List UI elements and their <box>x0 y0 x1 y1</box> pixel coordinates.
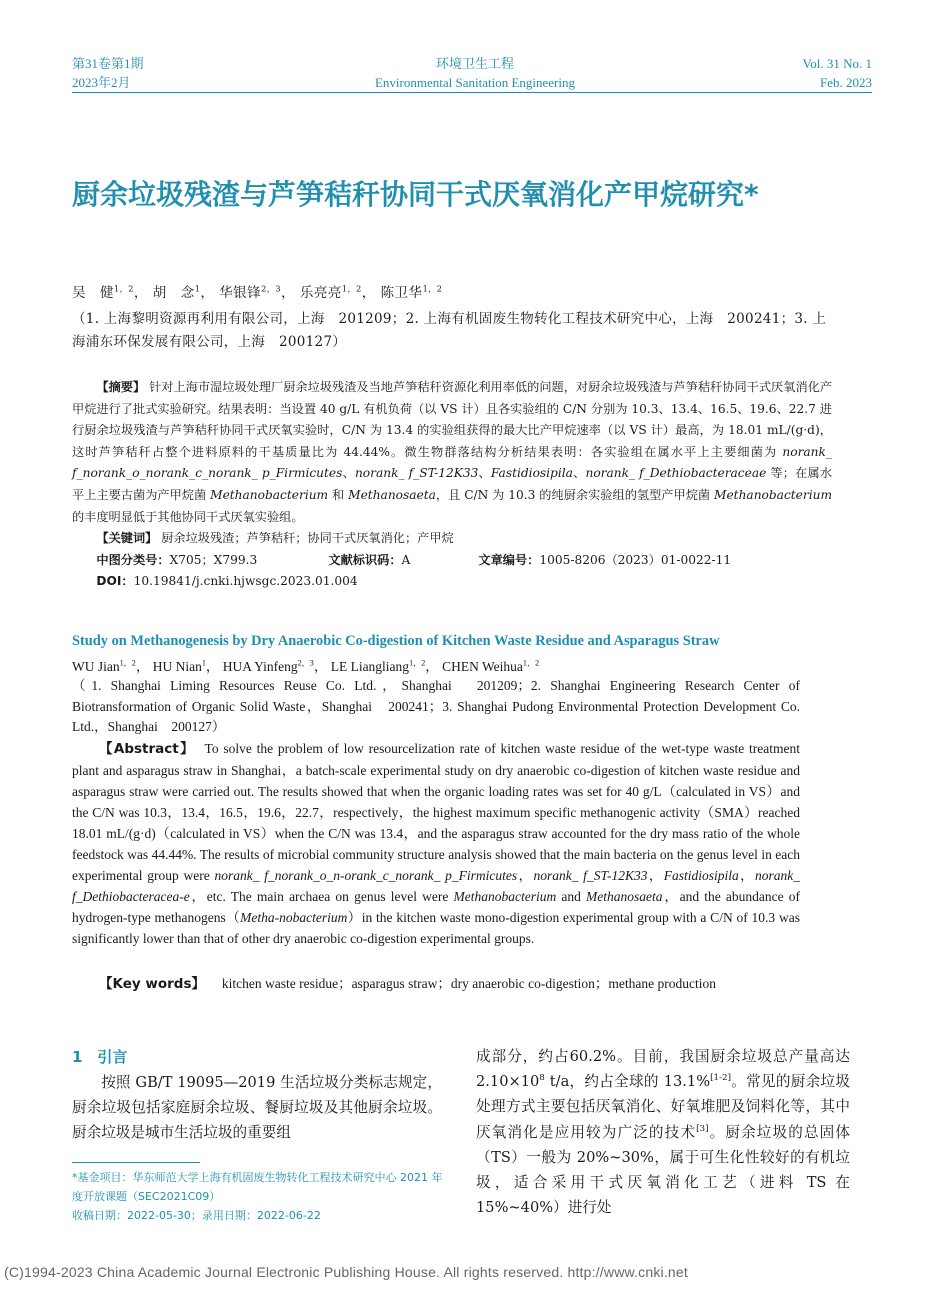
abstract-en-text: ， <box>517 868 534 883</box>
affiliation-en: （1. Shanghai Liming Resources Reuse Co. Ltd.，Shanghai 201209；2. Shanghai Engineering Research Center of Biotransformation of Organic Solid Waste，Shanghai 200241；3. Shanghai Pudong Environmental Protection Development Co. Ltd.，Shanghai 200127） <box>72 678 800 734</box>
journal-name-en: Environmental Sanitation Engineering <box>374 75 575 90</box>
affiliation-cn: （1. 上海黎明资源再利用有限公司，上海 201209；2. 上海有机固废生物转化工程技术研究中心，上海 200241；3. 上海浦东环保发展有限公司，上海 200127） <box>72 311 827 350</box>
author-sup: 1 <box>201 658 206 668</box>
issue-volume-en: Vol. 31 No. 1 <box>802 56 872 71</box>
authors-cn: 吴 健$^{1,2}$， 胡 念$^1$， 华银锋$^{2,3}$， 乐亮亮$^{1,2}$， 陈卫华$^{1,2}$ <box>72 283 443 301</box>
author-sup: 1，2 <box>341 283 362 294</box>
taxon-name: norank_ f_ST-12K33 <box>533 868 648 883</box>
abstract-cn <box>72 377 832 593</box>
taxon-name: Methanosaeta <box>348 487 436 502</box>
body-text: 成部分，约占60.2%。目前，我国厨余垃圾总产量高达 2.10×10 <box>476 1048 850 1091</box>
author-cn: 胡 念 <box>152 285 195 301</box>
author-sup: 1，2 <box>422 283 443 294</box>
abstract-cn-text: 、 <box>342 466 355 481</box>
journal-issue-cn <box>72 54 144 92</box>
taxon-name: norank_ f_Dethiobacteraceae <box>585 466 767 481</box>
body-text-left: 按照 GB/T 19095—2019 生活垃圾分类标志规定，厨余垃圾包括家庭厨余垃圾、餐厨垃圾及其他厨余垃圾。厨余垃圾是城市生活垃圾的重要组 <box>72 1074 442 1142</box>
received-dates: 收稿日期：2022-05-30；录用日期：2022-06-22 <box>72 1209 321 1222</box>
abstract-cn-text: 、 <box>572 466 586 481</box>
taxon-name: Methanosaeta <box>586 889 663 904</box>
keywords-cn-text: 厨余垃圾残渣；芦笋秸秆；协同干式厌氧消化；产甲烷 <box>161 531 454 546</box>
abstract-cn-text: 和 <box>328 487 349 502</box>
taxon-name: Methanobacterium <box>210 487 329 502</box>
paper-title-en: Study on Methanogenesis by Dry Anaerobic Co-digestion of Kitchen Waste Residue and Asparagus Straw <box>72 633 720 649</box>
keywords-cn-label: 【关键词】 <box>96 531 158 546</box>
header-divider <box>72 92 872 93</box>
author-cn: 陈卫华 <box>380 285 423 301</box>
author-sup: 1，2 <box>522 658 540 668</box>
authors-en: WU Jian$^{1,2}$， HU Nian$^1$， HUA Yinfeng$^{2,3}$， LE Liangliang$^{1,2}$， CHEN Weihua$^{1,2}$ <box>72 658 540 674</box>
author-cn: 乐亮亮 <box>299 285 342 301</box>
paper-title: 厨余垃圾残渣与芦笋秸秆协同干式厌氧消化产甲烷研究* <box>72 178 759 211</box>
abstract-en-text: ， <box>647 868 664 883</box>
author-en: CHEN Weihua <box>442 659 523 674</box>
doi-value[interactable]: 10.19841/j.cnki.hjwsgc.2023.01.004 <box>133 574 358 589</box>
footnote <box>72 1168 444 1225</box>
author-sup: 1 <box>194 283 201 294</box>
keywords-en-text: kitchen waste residue；asparagus straw；dry anaerobic co-digestion；methane production <box>221 976 716 991</box>
doi-label: DOI： <box>96 574 134 589</box>
author-sup: 1，2 <box>119 658 136 668</box>
abstract-en-label: 【Abstract】 <box>99 741 195 757</box>
body-text-right <box>476 1044 850 1220</box>
keywords-en-label: 【Key words】 <box>99 976 205 992</box>
body-text: t/a，约占全球的 13.1% <box>544 1073 711 1091</box>
doc-code-value: A <box>401 552 411 567</box>
author-sup: 1，2 <box>409 658 426 668</box>
abstract-cn-text: 等；在属水平上主要古菌为产甲烷菌 <box>72 466 833 502</box>
body-text: 。常见的厨余垃圾处理方式主要包括厌氧消化、好氧堆肥及饲料化等，其中厌氧消化是应用较为广泛的技术 <box>476 1073 850 1141</box>
doc-code-label: 文献标识码： <box>328 552 402 567</box>
doc-code-field <box>328 550 478 572</box>
keywords-cn <box>72 528 832 550</box>
author-sup: 2，3 <box>297 658 314 668</box>
classification-row <box>72 550 832 572</box>
author-sup: 2，3 <box>261 283 282 294</box>
section-heading: 1 引言 <box>72 1048 128 1066</box>
article-number-label: 文章编号： <box>478 552 540 567</box>
clc-label: 中图分类号： <box>96 552 170 567</box>
author-en: WU Jian <box>72 659 120 674</box>
author-en: HUA Yinfeng <box>222 659 298 674</box>
author-cn: 华银锋 <box>219 285 262 301</box>
author-en: LE Liangliang <box>330 659 410 674</box>
citation-ref[interactable]: [1-2] <box>710 1073 731 1084</box>
copyright-notice: (C)1994-2023 China Academic Journal Electronic Publishing House. All rights reserved. http://www.cnki.net <box>4 1264 688 1280</box>
taxon-name: norank_ f_norank_o_norank_c_norank_ p_Firmicutes <box>72 444 832 481</box>
article-number-value: 1005-8206（2023）01-0022-11 <box>539 552 732 567</box>
abstract-en-text: ）in the kitchen waste mono-digestion experimental group with a C/N of 10.3 was significantly lower than that of other dry anaerobic co-digestion experimental groups. <box>72 910 800 946</box>
abstract-en-text: and <box>556 889 587 904</box>
keywords-en <box>72 972 716 992</box>
article-number-field <box>478 550 731 572</box>
taxon-name: norank_ f_ST-12K33 <box>354 466 479 481</box>
abstract-en-text: ，etc. The main archaea on genus level were <box>189 889 454 904</box>
clc-field <box>96 550 328 572</box>
taxon-name: norank_ f_norank_o_n-orank_c_norank_ p_Firmicutes <box>214 868 518 883</box>
exponent: 8 <box>539 1073 545 1084</box>
journal-name <box>300 54 650 92</box>
journal-issue-en <box>803 54 872 92</box>
author-cn: 吴 健 <box>72 285 114 301</box>
abstract-en-text: ，and the abundance of hydrogen-type methanogens（ <box>72 889 801 925</box>
abstract-en-text: To solve the problem of low resourcelization rate of kitchen waste residue of the wet-type waste treatment plant and asparagus straw in Shanghai，a batch-scale experimental study on dry anaerobic co-digestion of kitchen waste residue and asparagus straw were carried out. The results showed that when the organic loading rates was set for 40 g/L（calculated in VS）and the C/N was 10.3，13.4，16.5，19.6，22.7，respectively，the highest maximum specific methanogenic activity（SMA）reached 18.01 mL/(g·d)（calculated in VS）when the C/N was 13.4，and the asparagus straw accounted for the dry mass ratio of the whole feedstock was 44.44%. The results of microbial community structure analysis showed that the main bacteria on the genus level in each experimental group were <box>72 741 801 883</box>
author-en: HU Nian <box>152 659 202 674</box>
doi-row <box>72 571 832 593</box>
taxon-name: Metha-nobacterium <box>240 910 348 925</box>
journal-name-cn: 环境卫生工程 <box>435 56 514 71</box>
abstract-en <box>72 738 800 949</box>
abstract-cn-text: 、 <box>478 466 491 481</box>
body-text: 。厨余垃圾的总固体（TS）一般为 20%~30%，属于可生化性较好的有机垃圾，适合采用干式厌氧消化工艺（进料 TS 在 15%~40%）进行处 <box>476 1123 850 1217</box>
taxon-name: Fastidiosipila <box>490 466 573 481</box>
taxon-name: Methanobacterium <box>713 487 833 502</box>
issue-volume: 第31卷第1期 <box>72 56 144 71</box>
citation-ref[interactable]: [3] <box>696 1123 709 1134</box>
abstract-cn-text: 的丰度明显低于其他协同干式厌氧实验组。 <box>72 509 304 524</box>
footnote-divider <box>72 1162 200 1163</box>
abstract-cn-label: 【摘要】 <box>96 380 146 394</box>
author-sup: 1，2 <box>114 283 134 294</box>
issue-date: 2023年2月 <box>72 75 131 90</box>
clc-value: X705；X799.3 <box>169 552 258 567</box>
abstract-cn-paragraph <box>72 377 832 528</box>
issue-date-en: Feb. 2023 <box>820 75 872 90</box>
abstract-cn-text: 针对上海市湿垃圾处理厂厨余垃圾残渣及当地芦笋秸秆资源化利用率低的问题，对厨余垃圾残渣与芦笋秸秆协同干式厌氧消化产甲烷进行了批式实验研究。结果表明：当设置 40 g/L 有机负荷（以 VS 计）且各实验组的 C/N 分别为 10.3、13.4、16.5、19.6、22.7 进行厨余垃圾残渣与芦笋秸秆协同干式厌氧实验时，C/N 为 13.4 的实验组获得的最大比产甲烷速率（以 VS 计）最高，为 18.01 mL/(g·d)，这时芦笋秸秆占整个进料原料的干基质量比为 44.44%。微生物群落结构分析结果表明：各实验组在属水平上主要细菌为 <box>72 380 833 459</box>
taxon-name: Methanobacterium <box>453 889 557 904</box>
taxon-name: norank_ f_Dethiobacteracea-e <box>72 868 800 904</box>
abstract-cn-text: ，且 C/N 为 10.3 的纯厨余实验组的氢型产甲烷菌 <box>435 487 714 502</box>
funding-note: *基金项目：华东师范大学上海有机固废生物转化工程技术研究中心 2021 年度开放课题（SEC2021C09） <box>72 1171 443 1203</box>
abstract-en-text: ， <box>738 868 755 883</box>
taxon-name: Fastidiosipila <box>663 868 739 883</box>
